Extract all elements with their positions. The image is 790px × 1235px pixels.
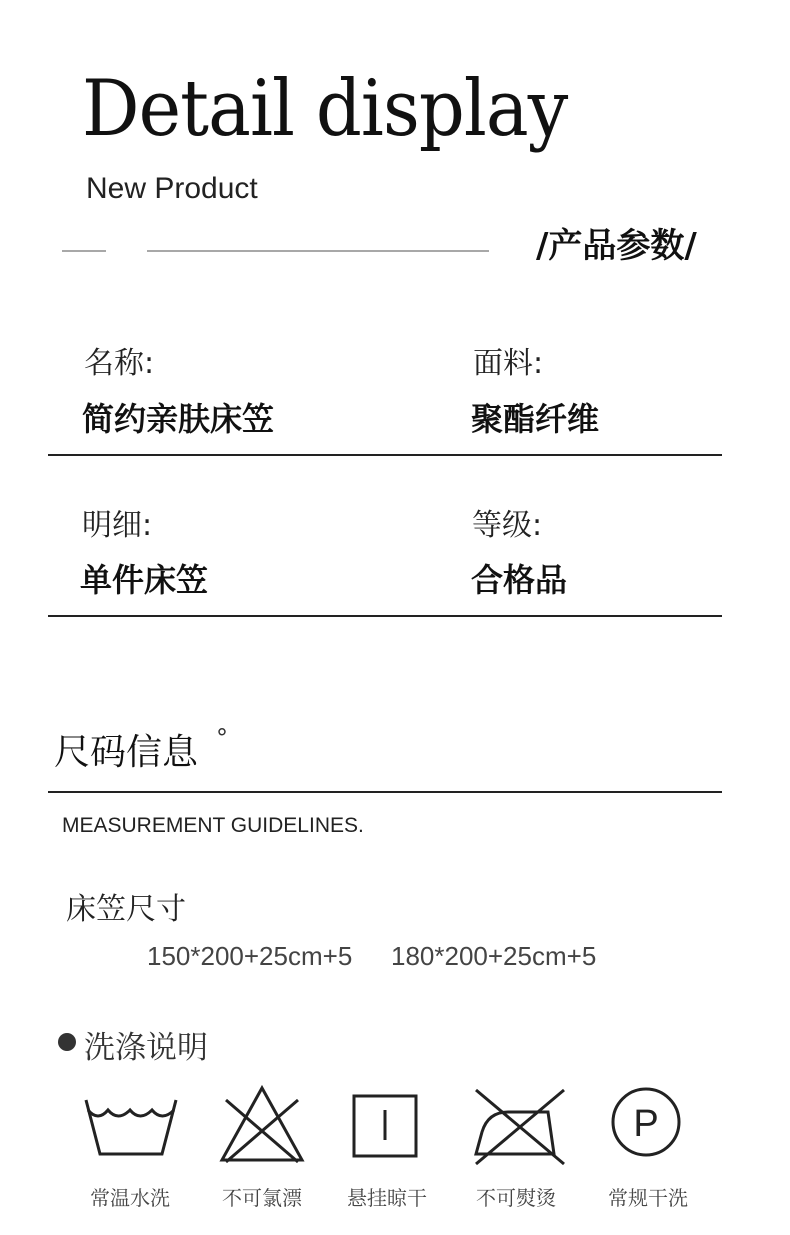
dry-clean-letter: P: [633, 1103, 659, 1145]
care-label-dry-clean: 常规干洗: [608, 1186, 688, 1210]
dry-clean-p-icon: [596, 1082, 696, 1168]
param-label-grade: 等级:: [472, 508, 543, 543]
param-value-fabric: 聚酯纤维: [471, 400, 600, 438]
size-label: 床笠尺寸: [66, 892, 186, 927]
wash-tub-icon: [80, 1082, 180, 1168]
params-section-title: /产品参数/: [536, 226, 697, 266]
care-label-no-iron: 不可熨烫: [476, 1186, 556, 1210]
size-value-1: 150*200+25cm+5: [147, 941, 353, 971]
size-section-divider: [48, 791, 722, 793]
param-label-detail: 明细:: [82, 508, 153, 543]
param-value-detail: 单件床笠: [80, 561, 209, 599]
param-label-fabric: 面料:: [473, 346, 544, 381]
param-value-name: 简约亲肤床笠: [82, 400, 275, 438]
page-subtitle: New Product: [86, 172, 258, 205]
care-label-no-bleach: 不可氯漂: [222, 1186, 302, 1210]
wash-section-title: 洗涤说明: [84, 1030, 208, 1066]
page-title: Detail display: [82, 64, 568, 154]
header-divider-short: [62, 250, 106, 252]
care-label-hang-dry: 悬挂晾干: [347, 1186, 427, 1210]
care-label-wash: 常温水洗: [90, 1186, 170, 1210]
no-iron-icon: [468, 1082, 568, 1168]
no-bleach-icon: [212, 1082, 312, 1168]
param-value-grade: 合格品: [471, 561, 568, 599]
size-value-2: 180*200+25cm+5: [391, 941, 597, 971]
params-row-divider: [48, 454, 722, 456]
size-section-degree: °: [216, 724, 228, 752]
header-divider-long: [147, 250, 489, 252]
hang-dry-icon: [336, 1082, 436, 1168]
measurement-subtitle: MEASUREMENT GUIDELINES.: [62, 814, 364, 837]
size-section-title: 尺码信息: [54, 732, 199, 773]
params-bottom-divider: [48, 615, 722, 617]
param-label-name: 名称:: [84, 346, 155, 381]
bullet-dot: [58, 1033, 76, 1051]
